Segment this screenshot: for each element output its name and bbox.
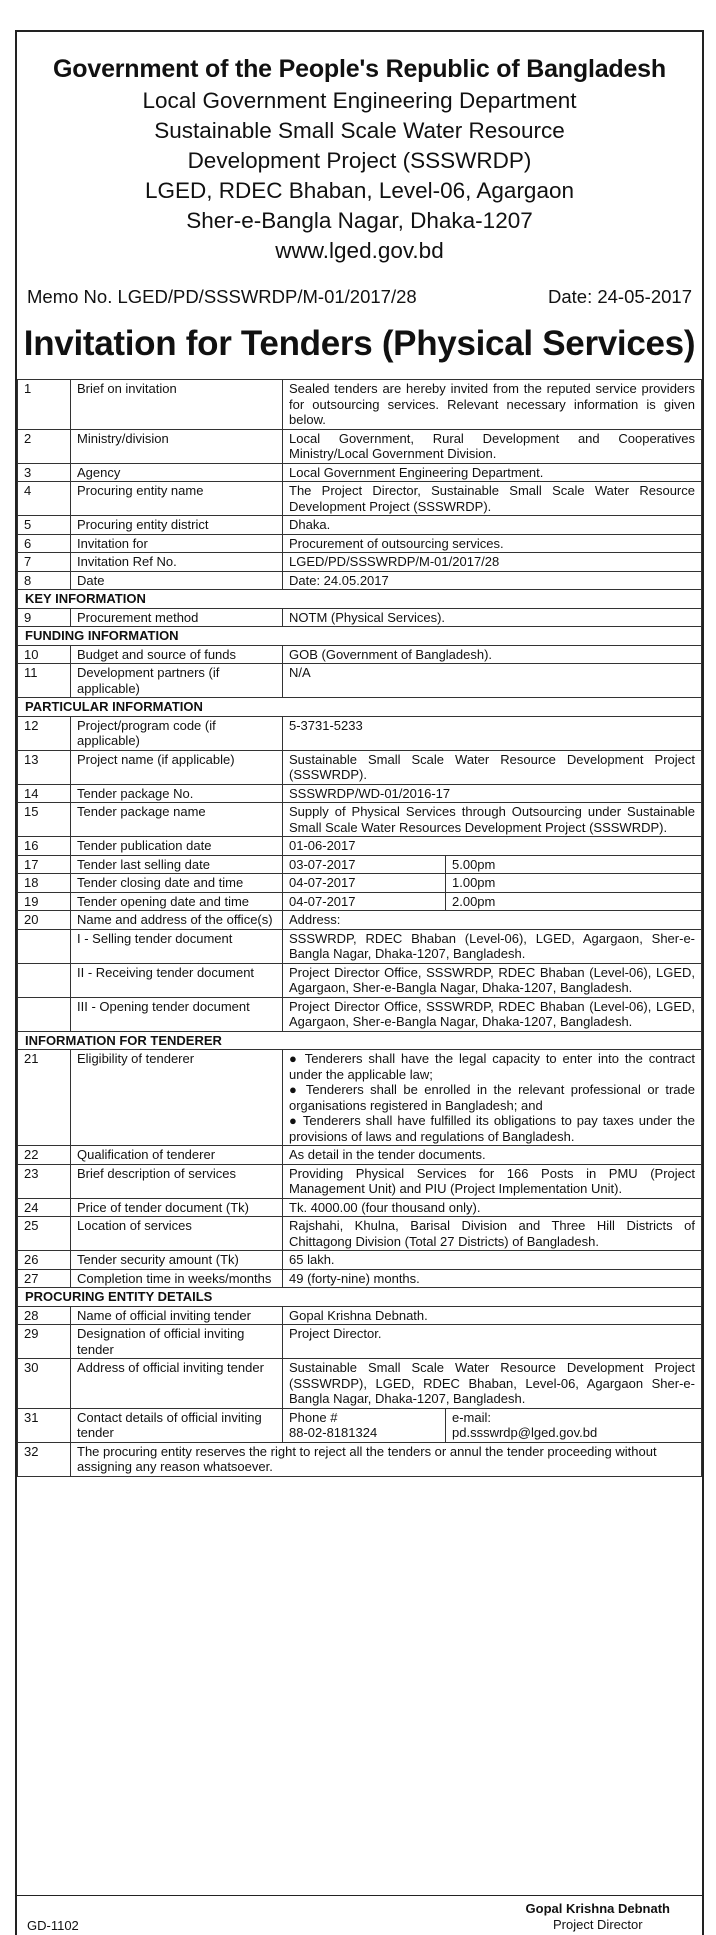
notice-title: Invitation for Tenders (Physical Services)	[23, 324, 696, 363]
notice-footer	[15, 1895, 704, 1935]
memo-number: Memo No. LGED/PD/SSSWRDP/M-01/2017/28	[27, 286, 417, 307]
section-heading: FUNDING INFORMATION	[18, 627, 702, 646]
letterhead	[17, 32, 702, 266]
table-row: 25 Location of services Rajshahi, Khulna, Barisal Division and Three Hill Districts of Chittagong Division (Total 27 Districts) of Bangladesh.	[18, 1217, 702, 1251]
table-row: III - Opening tender document Project Director Office, SSSWRDP, RDEC Bhaban (Level-06), LGED, Agargaon, Sher-e-Bangla Nagar, Dhaka-1207, Bangladesh.	[18, 997, 702, 1031]
section-heading: PROCURING ENTITY DETAILS	[18, 1288, 702, 1307]
table-row: 28 Name of official inviting tender Gopal Krishna Debnath.	[18, 1306, 702, 1325]
department-name: Local Government Engineering Department	[142, 88, 577, 113]
table-row: 14 Tender package No. SSSWRDP/WD-01/2016-17	[18, 784, 702, 803]
website: www.lged.gov.bd	[275, 238, 444, 263]
table-row: 20 Name and address of the office(s) Address:	[18, 911, 702, 930]
gd-code: GD-1102	[27, 1918, 79, 1933]
table-row: 16 Tender publication date 01-06-2017	[18, 837, 702, 856]
eligibility-bullet: ● Tenderers shall be enrolled in the relevant professional or trade organisations registered in Bangladesh; and	[289, 1082, 695, 1113]
table-row: 6 Invitation for Procurement of outsourcing services.	[18, 534, 702, 553]
contact-phone: Phone # 88-02-8181324	[283, 1408, 446, 1442]
table-row: 1 Brief on invitation Sealed tenders are hereby invited from the reputed service providers for outsourcing services. Relevant necessary information is given below.	[18, 380, 702, 430]
table-row: 19 Tender opening date and time 04-07-2017 2.00pm	[18, 892, 702, 911]
table-row: 3 Agency Local Government Engineering Department.	[18, 463, 702, 482]
table-row: II - Receiving tender document Project Director Office, SSSWRDP, RDEC Bhaban (Level-06), LGED, Agargaon, Sher-e-Bangla Nagar, Dhaka-1207, Bangladesh.	[18, 963, 702, 997]
table-row: 22 Qualification of tenderer As detail in the tender documents.	[18, 1146, 702, 1165]
table-row: 23 Brief description of services Providing Physical Services for 166 Posts in PMU (Project Management Unit) and PIU (Project Implementation Unit).	[18, 1164, 702, 1198]
memo-line	[27, 285, 692, 309]
table-row: 29 Designation of official inviting tender Project Director.	[18, 1325, 702, 1359]
table-row: 8 Date Date: 24.05.2017	[18, 571, 702, 590]
table-row: 32 The procuring entity reserves the right to reject all the tenders or annul the tender proceeding without assigning any reason whatsoever.	[18, 1442, 702, 1476]
tender-table	[17, 379, 702, 1477]
contact-email: e-mail: pd.ssswrdp@lged.gov.bd	[446, 1408, 702, 1442]
signatory-title: Project Director	[552, 1917, 643, 1932]
table-row: 24 Price of tender document (Tk) Tk. 4000.00 (four thousand only).	[18, 1198, 702, 1217]
section-heading: INFORMATION FOR TENDERER	[18, 1031, 702, 1050]
table-row: 27 Completion time in weeks/months 49 (forty-nine) months.	[18, 1269, 702, 1288]
table-row: 5 Procuring entity district Dhaka.	[18, 516, 702, 535]
table-row: 17 Tender last selling date 03-07-2017 5.00pm	[18, 855, 702, 874]
table-row: 15 Tender package name Supply of Physical Services through Outsourcing under Sustainable Small Scale Water Resources Development Project (SSSWRDP).	[18, 803, 702, 837]
table-row: 21 Eligibility of tenderer ● Tenderers shall have the legal capacity to enter into the contract under the applicable law; ● Tenderers shall be enrolled in the relevant professional or trade organisations registered in Bangladesh; and ● Tenderers shall have fulfilled its obligations to pay taxes under the provisions of laws and regulations of Bangladesh.	[18, 1050, 702, 1146]
table-row: 10 Budget and source of funds GOB (Government of Bangladesh).	[18, 645, 702, 664]
table-row: 4 Procuring entity name The Project Director, Sustainable Small Scale Water Resource Development Project (SSSWRDP).	[18, 482, 702, 516]
table-row: 9 Procurement method NOTM (Physical Services).	[18, 608, 702, 627]
address-line2: Sher-e-Bangla Nagar, Dhaka-1207	[186, 208, 533, 233]
section-heading: PARTICULAR INFORMATION	[18, 698, 702, 717]
table-row: 12 Project/program code (if applicable) 5-3731-5233	[18, 716, 702, 750]
table-row: 31 Contact details of official inviting tender Phone # 88-02-8181324 e-mail: pd.ssswrdp@lged.gov.bd	[18, 1408, 702, 1442]
eligibility-bullet: ● Tenderers shall have fulfilled its obligations to pay taxes under the provisions of laws and regulations of Bangladesh.	[289, 1113, 695, 1144]
table-row: 26 Tender security amount (Tk) 65 lakh.	[18, 1251, 702, 1270]
signature-block	[526, 1901, 670, 1933]
table-row: 11 Development partners (if applicable) N/A	[18, 664, 702, 698]
table-row: I - Selling tender document SSSWRDP, RDEC Bhaban (Level-06), LGED, Agargaon, Sher-e-Bangla Nagar, Dhaka-1207, Bangladesh.	[18, 929, 702, 963]
eligibility-bullet: ● Tenderers shall have the legal capacity to enter into the contract under the applicable law;	[289, 1051, 695, 1082]
tender-notice	[15, 30, 704, 1935]
project-name-line1: Sustainable Small Scale Water Resource	[154, 118, 565, 143]
table-row: 13 Project name (if applicable) Sustainable Small Scale Water Resource Development Project (SSSWRDP).	[18, 750, 702, 784]
government-title: Government of the People's Republic of Bangladesh	[53, 55, 666, 83]
section-heading: KEY INFORMATION	[18, 590, 702, 609]
project-name-line2: Development Project (SSSWRDP)	[187, 148, 532, 173]
table-row: 30 Address of official inviting tender Sustainable Small Scale Water Resource Development Project (SSSWRDP), LGED, RDEC Bhaban, Level-06, Agargaon Sher-e-Bangla Nagar, Dhaka-1207, Bangladesh.	[18, 1359, 702, 1409]
signatory-name: Gopal Krishna Debnath	[525, 1901, 670, 1916]
eligibility-list	[283, 1050, 702, 1146]
table-row: 7 Invitation Ref No. LGED/PD/SSSWRDP/M-01/2017/28	[18, 553, 702, 572]
table-row: 18 Tender closing date and time 04-07-2017 1.00pm	[18, 874, 702, 893]
memo-date: Date: 24-05-2017	[548, 286, 692, 307]
address-line1: LGED, RDEC Bhaban, Level-06, Agargaon	[144, 178, 574, 203]
table-row: 2 Ministry/division Local Government, Rural Development and Cooperatives Ministry/Local Government Division.	[18, 429, 702, 463]
